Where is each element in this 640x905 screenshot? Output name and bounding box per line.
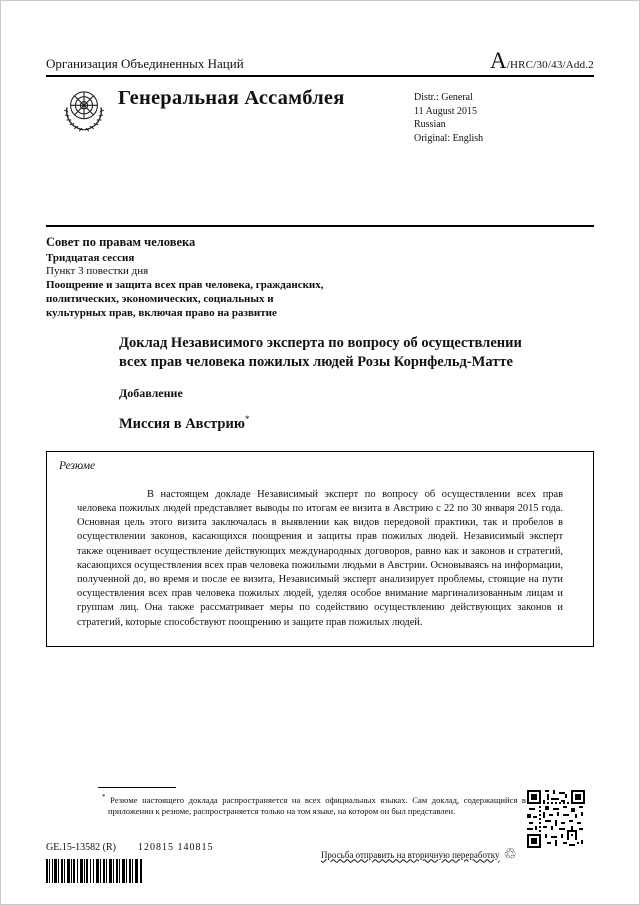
doc-symbol [490, 49, 594, 72]
mission-title-text: Миссия в Австрию [119, 415, 245, 432]
distr-line: Distr.: General [414, 92, 473, 103]
recycle-icon: ♲ [503, 845, 517, 863]
language-line: Russian [414, 119, 446, 130]
footnote-separator [98, 787, 176, 788]
recycle-text: Просьба отправить на вторичную переработку [320, 849, 500, 860]
distribution-block [414, 85, 594, 145]
mission-title [119, 414, 594, 433]
doc-symbol-letter: A [489, 48, 507, 73]
footnote-reference: * [244, 414, 250, 424]
assembly-title: Генеральная Ассамблея [118, 87, 345, 109]
qr-code [527, 790, 585, 853]
date-line: 11 August 2015 [414, 105, 477, 117]
footnote-text [98, 792, 526, 818]
document-id-line [46, 842, 214, 853]
summary-paragraph: В настоящем докладе Независимый эксперт по вопросу об осуществлении всех прав человека пожилых людей представляет выводы по итогам ее визита в Австрию с 22 по 30 января 2015 года. Основная цель этого визита заключалась в выявлении как видов передовой практики, так и пробелов в осуществлении законов, касающихся поощрения и защиты прав пожилых людей. Независимый эксперт также оценивает осуществление действующих международных договоров, равно как и законов и стратегий, касающихся осуществления всех прав человека пожилыми людьми в Австрии. Основываясь на информации, полученной до, во время и после ее визита, Независимый эксперт анализирует проблемы, стоящие на пути осуществления всех прав человека пожилых людей, уделяя особое внимание маргинализованным лицам и группам лиц. Она также рассматривает меры по содействию осуществлению действующих законов и стратегий, которые способствуют поощрению и защите прав пожилых людей. [77, 488, 563, 628]
masthead [46, 77, 594, 227]
doc-symbol-rest: /HRC/30/43/Add.2 [506, 59, 594, 71]
org-name: Организация Объединенных Наций [46, 56, 244, 71]
report-title: Доклад Независимого эксперта по вопросу об осуществлении всех прав человека пожилых людей Розы Корнфельд-Матте [119, 335, 522, 370]
recycle-notice [321, 847, 517, 862]
date-codes: 120815 140815 [138, 842, 214, 853]
agenda-item: Пункт 3 повестки дня [46, 265, 149, 277]
ge-number: GE.15-13582 (R) [46, 842, 116, 853]
agenda-title: Поощрение и защита всех прав человека, гражданских, политических, экономических, социальных и культурных прав, включая право на развитие [46, 279, 324, 319]
document-header [46, 49, 594, 77]
un-emblem-icon [58, 85, 110, 142]
council-title: Совет по правам человека [46, 235, 196, 249]
session-line: Тридцатая сессия [46, 252, 135, 264]
barcode [46, 859, 144, 888]
summary-box [46, 451, 594, 647]
footnote-block [98, 787, 526, 818]
footnote-body: Резюме настоящего доклада распространяется на всех официальных языках. Сам доклад, содержащийся в приложении к резюме, распространяется только на том языке, на котором он был представлен. [108, 794, 526, 817]
addendum-label: Добавление [119, 386, 183, 400]
council-section [46, 235, 594, 320]
summary-heading: Резюме [59, 459, 96, 472]
original-line: Original: English [414, 132, 484, 144]
footnote-marker: * [102, 793, 106, 801]
